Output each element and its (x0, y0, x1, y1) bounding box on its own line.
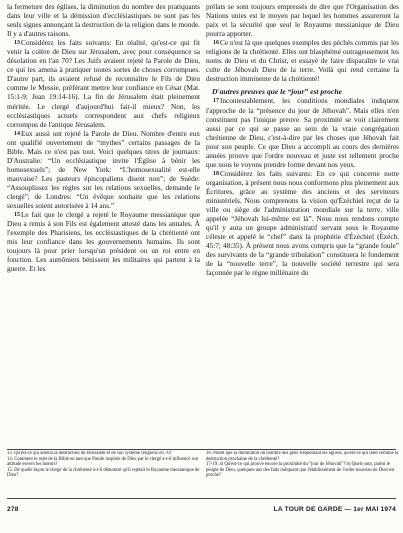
page-footer (7, 506, 396, 516)
paragraph-text: Considérez les faits suivants: En ce qui concerne notre organisation, à présent nous nous conformons plus pleinement aux Écritures, grâce au système des anciens et des serviteurs ministériels. Nous comprenons la vision qu'Ézéchiel reçut de la ville ou siège de l'administration mondiale sur la terre, ville appelée “Jéhovah lui-même est là”. Nous nous rendons compte qu'il y aura un groupe administratif servant sous le Royaume céleste et appelé le “chef” dans la prophétie d'Ézéchiel (Ézéch. 45:7; 48:35). À présent nous avons compris que la “grande foule” des survivants de la “grande tribulation” constituera le fondement de la “nouvelle terre”, la nouvelle société terrestre qui sera façonnée par le règne millénaire du (206, 169, 399, 278)
paragraph-number: 14 (14, 130, 20, 137)
paragraph-number: 17 (213, 98, 219, 105)
paragraph-text: Ce n'est là que quelques exemples des péchés commis par les religions de la chrétienté. Elles ont blasphémé outrageusement les noms de Dieu et du Christ, et essayé de faire disparaître le vrai culte de Jéhovah Dieu de la terre. Voilà qui rend certaine la destruction imminente de la chrétienté! (206, 39, 399, 84)
section-subheading: D'autres preuves que le “jour” est proche (212, 87, 342, 97)
paragraph-14 (7, 130, 200, 211)
paragraph-12-continuation: la fermeture des églises, la diminution du nombre des pratiquants dans leur ville et la démission d'ecclésiastiques ne sont pas les seuls signes annonçant la destruction de la religion dans le monde. Il y a d'autres raisons. (7, 3, 200, 39)
page-number: 278 (7, 506, 19, 513)
paragraph-text: Eux aussi ont rejeté la Parole de Dieu. Nombre d'entre eux ont qualifié ouvertement de “mythes” certains passages de la Bible. Mais ce n'est pas tout. Voici quelques titres de journaux: D'Australie: “Un ecclésiastique invite l'Église à bénir les homosexuels”; de New York: “L'homosexualité est-elle mauvaise? Les pasteurs épiscopaliens disent non”; de Suède: “Assouplissez les règles sur les relations sexuelles, demande le clergé”; de Londres: “Un évêque souhaite que les relations sexuelles soient autorisées à 14 ans.” (7, 129, 200, 211)
paragraph-text: Considérez les faits suivants: En réalité, qu'est-ce qui fit venir la colère de Dieu sur Jérusalem, avec pour conséquence sa désolation en l'an 70? Les Juifs avaient rejeté la Parole de Dieu, ce qui les amena à pratiquer toutes sortes de choses corrompues. D'autre part, ils avaient refusé de reconnaître le Fils de Dieu comme le Messie, préférant mettre leur confiance en César (Mat. 15:1-9; Jean 19:14-16). La fin de Jérusalem était pleinement méritée. Le clergé d'aujourd'hui fait-il mieux? Non, les ecclésiastiques actuels correspondent aux chefs religieux corrompus de l'antique Jérusalem. (7, 39, 200, 129)
paragraph-15-continuation: prélats se sont toujours empressés de dire que l'Organisation des Nations unies est le moyen par lequel les hommes assureront la paix et la sécurité que seul le Royaume messianique de Dieu pourra apporter. (206, 3, 399, 39)
paragraph-17 (206, 97, 399, 169)
paragraph-13 (7, 39, 200, 129)
right-column (206, 3, 399, 443)
study-question: 14. Comment le rejet de la Bible en tant que Parole inspirée de Dieu par le clergé a-t-il influencé son attitude envers les mœurs? (7, 456, 199, 468)
paragraph-text: Incontestablement, les conditions mondiales indiquent l'approche de la “présence du jour de Jéhovah”. Mais elles n'en constituent pas l'unique preuve. Sa proximité se voit clairement aussi par ce qui se passe au sein de la vraie congrégation chrétienne de Dieu, c'est-à-dire par les choses que Jéhovah fait pour son peuple. Ce que Dieu a accompli au cours des dernières années prouve que l'ordre nouveau et juste est tellement proche que nous le voyons prendre forme devant nos yeux. (206, 97, 399, 169)
study-question: 13. Qu'est-ce qui amena la destruction de Jérusalem et de son système religieux en 70? (7, 451, 172, 456)
footnote-divider (7, 449, 396, 450)
paragraph-number: 15 (14, 212, 20, 219)
paragraph-16 (206, 39, 399, 84)
paragraph-18 (206, 170, 399, 279)
study-question: 17-19. a) Qu'est-ce qui prouve encore la proximité du “jour de Jéhovah”? b) Quels sont, parmi le peuple de Dieu, quelques-uns des faits indiquant que l'établissement de l'ordre nouveau de Dieu est proche? (206, 462, 395, 479)
study-questions-right (206, 451, 399, 497)
magazine-issue: LA TOUR DE GARDE — 1er MAI 1974 (273, 506, 396, 513)
paragraph-number: 18 (213, 170, 219, 177)
paragraph-number: 16 (213, 40, 219, 47)
paragraph-number: 13 (14, 40, 20, 47)
paragraph-text: Le fait que le clergé a rejeté le Royaume messianique que Dieu a remis à son Fils est également attesté dans les annales. À l'exemple des Pharisiens, les ecclésiastiques de la chrétienté ont mis leur confiance dans les gouvernements humains. Ils sont toujours là pour prier lorsqu'un président ou un roi entre en fonction. Les aumôniers bénissent les militaires qui partent à la guerre. Et les (7, 211, 200, 274)
left-column (7, 3, 200, 443)
paragraph-15 (7, 211, 200, 274)
study-question: 16. Plutôt que la diminution du nombre des gens fréquentant les églises, qu'est-ce qui rend certaine la destruction prochaine de la chrétienté? (206, 451, 399, 462)
footer-divider (7, 498, 396, 499)
study-question: 15. De quelle façon le clergé de la chrétienté a-t-il démontré qu'il rejetait le Royaume messianique de Dieu? (7, 467, 200, 479)
study-questions-left (7, 451, 200, 497)
